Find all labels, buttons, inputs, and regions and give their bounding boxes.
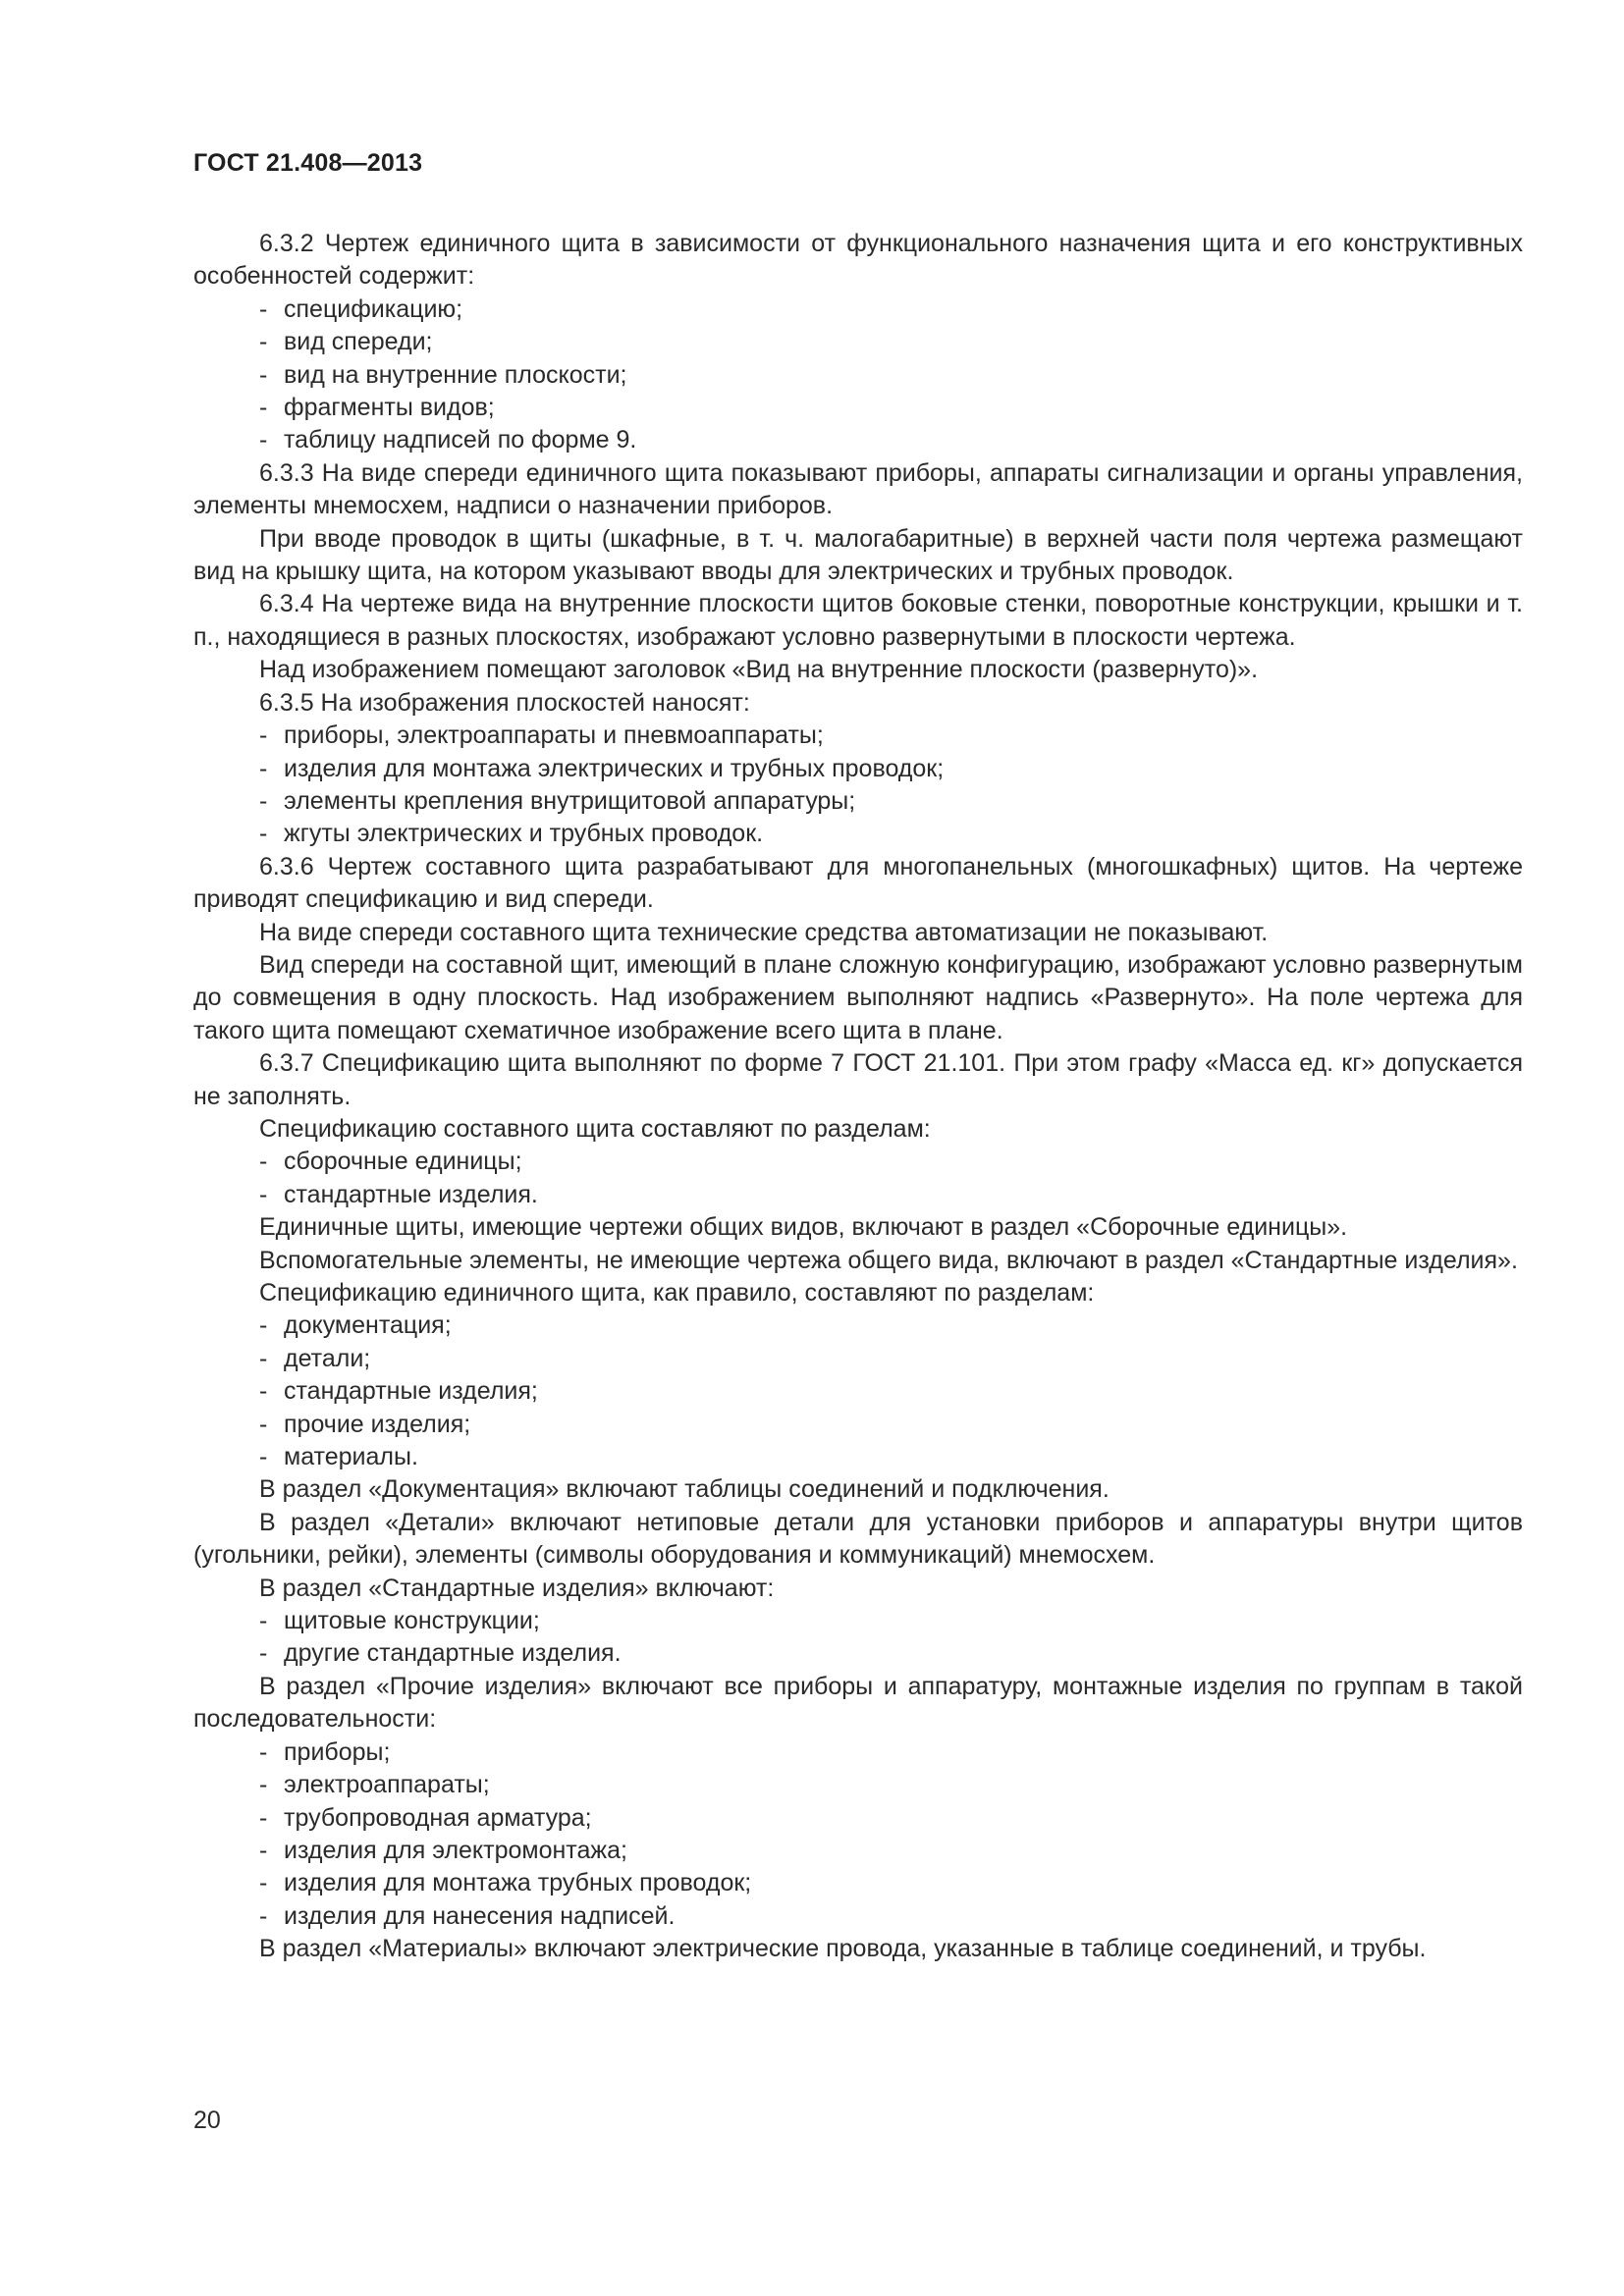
list-item bbox=[193, 1409, 1523, 1441]
list-item bbox=[193, 392, 1523, 424]
list-item-text: изделия для нанесения надписей. bbox=[284, 1901, 676, 1930]
list-item bbox=[193, 326, 1523, 358]
paragraph: 6.3.6 Чертеж составного щита разрабатывают для многопанельных (многошкафных) щитов. На чертеже приводят спецификацию и вид спереди. bbox=[193, 852, 1523, 914]
list-item bbox=[193, 1769, 1523, 1801]
list-item bbox=[193, 1605, 1523, 1637]
list-dash: - bbox=[259, 1836, 268, 1864]
list-item-text: документация; bbox=[284, 1311, 452, 1340]
list-item-text: щитовые конструкции; bbox=[284, 1607, 540, 1635]
list-item-text: жгуты электрических и трубных проводок. bbox=[284, 820, 764, 848]
list-item bbox=[193, 1637, 1523, 1670]
paragraph: Вид спереди на составной щит, имеющий в плане сложную конфигурацию, изображают условно развернутым до совмещения в одну плоскость. Над изображением выполняют надпись «Развернуто». На поле чертежа для такого щита помещают схематичное изображение всего щита в плане. bbox=[193, 950, 1523, 1044]
list-item bbox=[193, 1900, 1523, 1933]
list-item-text: изделия для монтажа трубных проводок; bbox=[284, 1869, 752, 1897]
list-item bbox=[193, 1867, 1523, 1899]
list-dash: - bbox=[259, 1901, 268, 1930]
list-item-text: приборы; bbox=[284, 1737, 391, 1766]
paragraph: В раздел «Документация» включают таблицы соединений и подключения. bbox=[259, 1475, 1110, 1504]
paragraph: Спецификацию единичного щита, как правило, составляют по разделам: bbox=[259, 1279, 1095, 1307]
document-header: ГОСТ 21.408—2013 bbox=[193, 149, 423, 177]
list-item bbox=[193, 1441, 1523, 1473]
list-dash: - bbox=[259, 1639, 268, 1668]
paragraph: 6.3.5 На изображения плоскостей наносят: bbox=[259, 688, 750, 717]
list-dash: - bbox=[259, 1180, 268, 1208]
list-item bbox=[193, 1835, 1523, 1867]
list-item-text: спецификацию; bbox=[284, 294, 463, 323]
paragraph: В раздел «Детали» включают нетиповые детали для установки приборов и аппаратуры внутри щитов (угольники, рейки), элементы (символы оборудования и коммуникаций) мнемосхем. bbox=[193, 1508, 1523, 1570]
paragraph: Единичные щиты, имеющие чертежи общих видов, включают в раздел «Сборочные единицы». bbox=[259, 1213, 1348, 1242]
list-dash: - bbox=[259, 426, 268, 454]
list-item bbox=[193, 753, 1523, 785]
list-dash: - bbox=[259, 1148, 268, 1176]
list-dash: - bbox=[259, 820, 268, 848]
list-item bbox=[193, 359, 1523, 392]
paragraph: На виде спереди составного щита технические средства автоматизации не показывают. bbox=[259, 918, 1269, 946]
list-item bbox=[193, 1802, 1523, 1835]
list-item-text: стандартные изделия. bbox=[284, 1180, 538, 1208]
list-dash: - bbox=[259, 1344, 268, 1372]
list-item-text: вид на внутренние плоскости; bbox=[284, 360, 627, 389]
list-item-text: приборы, электроаппараты и пневмоаппараты; bbox=[284, 721, 824, 750]
list-dash: - bbox=[259, 1803, 268, 1832]
paragraph: В раздел «Стандартные изделия» включают: bbox=[259, 1574, 775, 1602]
paragraph: Над изображением помещают заголовок «Вид на внутренние плоскости (развернуто)». bbox=[259, 656, 1259, 684]
list-item-text: сборочные единицы; bbox=[284, 1148, 522, 1176]
paragraph: В раздел «Прочие изделия» включают все приборы и аппаратуру, монтажные изделия по группам в такой последовательности: bbox=[193, 1672, 1523, 1734]
paragraph: При вводе проводок в щиты (шкафные, в т. ч. малогабаритные) в верхней части поля чертежа размещают вид на крышку щита, на котором указывают вводы для электрических и трубных проводок. bbox=[193, 524, 1523, 586]
list-dash: - bbox=[259, 1311, 268, 1340]
list-dash: - bbox=[259, 1771, 268, 1799]
list-item-text: стандартные изделия; bbox=[284, 1377, 538, 1406]
list-item-text: изделия для электромонтажа; bbox=[284, 1836, 627, 1864]
list-item-text: прочие изделия; bbox=[284, 1410, 471, 1438]
paragraph: 6.3.7 Спецификацию щита выполняют по форме 7 ГОСТ 21.101. При этом графу «Масса ед. кг» допускается не заполнять. bbox=[193, 1049, 1523, 1110]
list-item-text: трубопроводная арматура; bbox=[284, 1803, 592, 1832]
list-item-text: изделия для монтажа электрических и трубных проводок; bbox=[284, 754, 945, 782]
document-body bbox=[193, 228, 1523, 1966]
paragraph: 6.3.2 Чертеж единичного щита в зависимости от функционального назначения щита и его конструктивных особенностей содержит: bbox=[193, 230, 1523, 291]
list-item-text: вид спереди; bbox=[284, 328, 433, 356]
list-item-text: другие стандартные изделия. bbox=[284, 1639, 622, 1668]
list-dash: - bbox=[259, 721, 268, 750]
list-item bbox=[193, 1146, 1523, 1178]
list-item bbox=[193, 818, 1523, 850]
list-item bbox=[193, 1375, 1523, 1408]
paragraph: Спецификацию составного щита составляют по разделам: bbox=[259, 1114, 931, 1143]
list-dash: - bbox=[259, 1869, 268, 1897]
paragraph: В раздел «Материалы» включают электрические провода, указанные в таблице соединений, и трубы. bbox=[259, 1935, 1427, 1963]
list-item bbox=[193, 720, 1523, 752]
list-item-text: фрагменты видов; bbox=[284, 394, 495, 422]
list-item bbox=[193, 1736, 1523, 1769]
list-item bbox=[193, 785, 1523, 818]
list-dash: - bbox=[259, 360, 268, 389]
list-item-text: электроаппараты; bbox=[284, 1771, 490, 1799]
list-item bbox=[193, 1179, 1523, 1211]
list-item bbox=[193, 1309, 1523, 1342]
list-dash: - bbox=[259, 328, 268, 356]
page-number: 20 bbox=[193, 2107, 221, 2134]
paragraph: Вспомогательные элементы, не имеющие чертежа общего вида, включают в раздел «Стандартные изделия». bbox=[259, 1246, 1518, 1274]
list-item-text: материалы. bbox=[284, 1443, 418, 1471]
list-item-text: элементы крепления внутрищитовой аппаратуры; bbox=[284, 786, 856, 815]
list-dash: - bbox=[259, 294, 268, 323]
list-item-text: детали; bbox=[284, 1344, 371, 1372]
list-item bbox=[193, 424, 1523, 456]
paragraph: 6.3.4 На чертеже вида на внутренние плоскости щитов боковые стенки, поворотные конструкции, крышки и т. п., находящиеся в разных плоскостях, изображают условно развернутыми в плоскости чертежа. bbox=[193, 590, 1523, 651]
paragraph: 6.3.3 На виде спереди единичного щита показывают приборы, аппараты сигнализации и органы управления, элементы мнемосхем, надписи о назначении приборов. bbox=[193, 458, 1523, 520]
list-dash: - bbox=[259, 1737, 268, 1766]
list-dash: - bbox=[259, 1410, 268, 1438]
list-dash: - bbox=[259, 394, 268, 422]
list-item bbox=[193, 294, 1523, 326]
list-dash: - bbox=[259, 1443, 268, 1471]
list-dash: - bbox=[259, 1607, 268, 1635]
list-dash: - bbox=[259, 754, 268, 782]
list-item-text: таблицу надписей по форме 9. bbox=[284, 426, 637, 454]
list-item bbox=[193, 1343, 1523, 1375]
list-dash: - bbox=[259, 786, 268, 815]
list-dash: - bbox=[259, 1377, 268, 1406]
